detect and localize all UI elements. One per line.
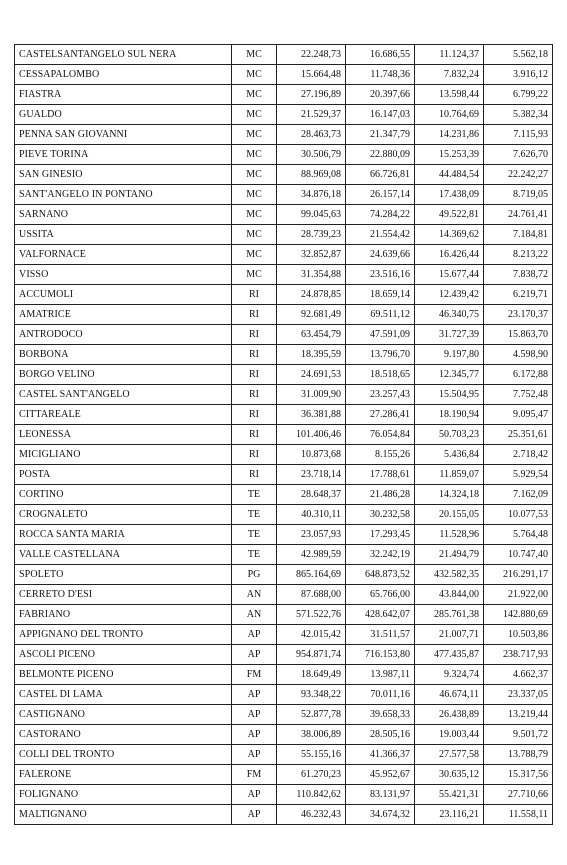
- amount-col-3-cell: 19.003,44: [415, 725, 484, 745]
- province-code-cell: AP: [232, 705, 277, 725]
- amount-col-4-cell: 3.916,12: [484, 65, 553, 85]
- province-code-cell: RI: [232, 385, 277, 405]
- amount-col-3-cell: 14.369,62: [415, 225, 484, 245]
- province-code-cell: RI: [232, 345, 277, 365]
- province-code-cell: RI: [232, 285, 277, 305]
- amount-col-4-cell: 4.598,90: [484, 345, 553, 365]
- municipality-name-cell: GUALDO: [15, 105, 232, 125]
- amount-col-3-cell: 43.844,00: [415, 585, 484, 605]
- municipality-name-cell: SAN GINESIO: [15, 165, 232, 185]
- amount-col-2-cell: 22.880,09: [346, 145, 415, 165]
- table-row: [15, 225, 553, 245]
- amount-col-2-cell: 30.232,58: [346, 505, 415, 525]
- amount-col-1-cell: 63.454,79: [277, 325, 346, 345]
- amount-col-4-cell: 8.719,05: [484, 185, 553, 205]
- amount-col-1-cell: 52.877,78: [277, 705, 346, 725]
- amount-col-4-cell: 2.718,42: [484, 445, 553, 465]
- amount-col-2-cell: 13.796,70: [346, 345, 415, 365]
- municipality-name-cell: COLLI DEL TRONTO: [15, 745, 232, 765]
- amount-col-2-cell: 74.284,22: [346, 205, 415, 225]
- amount-col-1-cell: 55.155,16: [277, 745, 346, 765]
- province-code-cell: RI: [232, 465, 277, 485]
- amount-col-3-cell: 21.007,71: [415, 625, 484, 645]
- amount-col-3-cell: 13.598,44: [415, 85, 484, 105]
- municipality-name-cell: CORTINO: [15, 485, 232, 505]
- amount-col-3-cell: 20.155,05: [415, 505, 484, 525]
- amount-col-4-cell: 238.717,93: [484, 645, 553, 665]
- amount-col-2-cell: 76.054,84: [346, 425, 415, 445]
- table-row: [15, 545, 553, 565]
- amount-col-2-cell: 24.639,66: [346, 245, 415, 265]
- municipality-name-cell: BELMONTE PICENO: [15, 665, 232, 685]
- amount-col-1-cell: 36.381,88: [277, 405, 346, 425]
- amount-col-2-cell: 8.155,26: [346, 445, 415, 465]
- municipality-name-cell: VISSO: [15, 265, 232, 285]
- amount-col-3-cell: 55.421,31: [415, 785, 484, 805]
- amount-col-1-cell: 31.009,90: [277, 385, 346, 405]
- province-code-cell: MC: [232, 45, 277, 65]
- table-body: [15, 45, 553, 825]
- municipality-name-cell: CROGNALETO: [15, 505, 232, 525]
- table-row: [15, 45, 553, 65]
- province-code-cell: MC: [232, 205, 277, 225]
- amount-col-3-cell: 7.832,24: [415, 65, 484, 85]
- amount-col-1-cell: 92.681,49: [277, 305, 346, 325]
- municipality-name-cell: PIEVE TORINA: [15, 145, 232, 165]
- municipality-name-cell: CASTEL DI LAMA: [15, 685, 232, 705]
- amount-col-2-cell: 34.674,32: [346, 805, 415, 825]
- amount-col-4-cell: 10.747,40: [484, 545, 553, 565]
- amount-col-4-cell: 5.382,34: [484, 105, 553, 125]
- amount-col-2-cell: 11.748,36: [346, 65, 415, 85]
- amount-col-1-cell: 15.664,48: [277, 65, 346, 85]
- table-row: [15, 625, 553, 645]
- amount-col-2-cell: 21.554,42: [346, 225, 415, 245]
- amount-col-4-cell: 216.291,17: [484, 565, 553, 585]
- municipality-name-cell: MICIGLIANO: [15, 445, 232, 465]
- table-row: [15, 125, 553, 145]
- table-row: [15, 65, 553, 85]
- amount-col-1-cell: 954.871,74: [277, 645, 346, 665]
- amount-col-2-cell: 41.366,37: [346, 745, 415, 765]
- table-row: [15, 465, 553, 485]
- amount-col-4-cell: 22.242,27: [484, 165, 553, 185]
- province-code-cell: AP: [232, 645, 277, 665]
- province-code-cell: AN: [232, 605, 277, 625]
- amount-col-3-cell: 31.727,39: [415, 325, 484, 345]
- amount-col-2-cell: 23.257,43: [346, 385, 415, 405]
- amount-col-2-cell: 18.659,14: [346, 285, 415, 305]
- province-code-cell: MC: [232, 145, 277, 165]
- table-row: [15, 365, 553, 385]
- province-code-cell: MC: [232, 105, 277, 125]
- province-code-cell: MC: [232, 265, 277, 285]
- amount-col-4-cell: 9.095,47: [484, 405, 553, 425]
- amount-col-3-cell: 432.582,35: [415, 565, 484, 585]
- amount-col-3-cell: 26.438,89: [415, 705, 484, 725]
- amount-col-2-cell: 45.952,67: [346, 765, 415, 785]
- province-code-cell: AP: [232, 625, 277, 645]
- amount-col-1-cell: 31.354,88: [277, 265, 346, 285]
- table-row: [15, 205, 553, 225]
- province-code-cell: AP: [232, 725, 277, 745]
- amount-col-2-cell: 39.658,33: [346, 705, 415, 725]
- amount-col-2-cell: 47.591,09: [346, 325, 415, 345]
- amount-col-2-cell: 21.486,28: [346, 485, 415, 505]
- amount-col-1-cell: 27.196,89: [277, 85, 346, 105]
- amount-col-3-cell: 49.522,81: [415, 205, 484, 225]
- municipality-name-cell: ASCOLI PICENO: [15, 645, 232, 665]
- amount-col-4-cell: 23.170,37: [484, 305, 553, 325]
- amount-col-1-cell: 28.463,73: [277, 125, 346, 145]
- province-code-cell: FM: [232, 765, 277, 785]
- municipality-name-cell: CITTAREALE: [15, 405, 232, 425]
- amount-col-2-cell: 13.987,11: [346, 665, 415, 685]
- province-code-cell: MC: [232, 245, 277, 265]
- municipality-name-cell: FOLIGNANO: [15, 785, 232, 805]
- municipality-name-cell: ANTRODOCO: [15, 325, 232, 345]
- table-row: [15, 525, 553, 545]
- table-row: [15, 325, 553, 345]
- amount-col-3-cell: 10.764,69: [415, 105, 484, 125]
- amount-col-3-cell: 15.677,44: [415, 265, 484, 285]
- municipality-name-cell: FALERONE: [15, 765, 232, 785]
- amount-col-1-cell: 93.348,22: [277, 685, 346, 705]
- amount-col-4-cell: 15.317,56: [484, 765, 553, 785]
- municipality-name-cell: SPOLETO: [15, 565, 232, 585]
- amount-col-3-cell: 14.324,18: [415, 485, 484, 505]
- amount-col-4-cell: 10.077,53: [484, 505, 553, 525]
- province-code-cell: MC: [232, 185, 277, 205]
- municipality-name-cell: ACCUMOLI: [15, 285, 232, 305]
- province-code-cell: TE: [232, 525, 277, 545]
- amount-col-2-cell: 21.347,79: [346, 125, 415, 145]
- amount-col-4-cell: 6.172,88: [484, 365, 553, 385]
- amount-col-2-cell: 16.686,55: [346, 45, 415, 65]
- amount-col-4-cell: 5.929,54: [484, 465, 553, 485]
- amount-col-4-cell: 25.351,61: [484, 425, 553, 445]
- table-row: [15, 245, 553, 265]
- table-row: [15, 685, 553, 705]
- amount-col-4-cell: 13.788,79: [484, 745, 553, 765]
- municipality-name-cell: CERRETO D'ESI: [15, 585, 232, 605]
- municipality-name-cell: CASTELSANTANGELO SUL NERA: [15, 45, 232, 65]
- amount-col-1-cell: 10.873,68: [277, 445, 346, 465]
- table-row: [15, 665, 553, 685]
- amount-col-2-cell: 20.397,66: [346, 85, 415, 105]
- amount-col-4-cell: 7.162,09: [484, 485, 553, 505]
- province-code-cell: RI: [232, 405, 277, 425]
- table-row: [15, 565, 553, 585]
- amount-col-1-cell: 30.506,79: [277, 145, 346, 165]
- amount-col-3-cell: 12.439,42: [415, 285, 484, 305]
- amount-col-4-cell: 4.662,37: [484, 665, 553, 685]
- province-code-cell: AP: [232, 785, 277, 805]
- amount-col-2-cell: 648.873,52: [346, 565, 415, 585]
- amount-col-1-cell: 32.852,87: [277, 245, 346, 265]
- province-code-cell: MC: [232, 85, 277, 105]
- amount-col-4-cell: 15.863,70: [484, 325, 553, 345]
- table-row: [15, 705, 553, 725]
- table-row: [15, 145, 553, 165]
- municipality-name-cell: BORBONA: [15, 345, 232, 365]
- amount-col-2-cell: 69.511,12: [346, 305, 415, 325]
- municipality-name-cell: FABRIANO: [15, 605, 232, 625]
- amount-col-3-cell: 15.504,95: [415, 385, 484, 405]
- table-row: [15, 185, 553, 205]
- amount-col-2-cell: 70.011,16: [346, 685, 415, 705]
- amount-col-2-cell: 18.518,65: [346, 365, 415, 385]
- amount-col-2-cell: 31.511,57: [346, 625, 415, 645]
- amount-col-1-cell: 110.842,62: [277, 785, 346, 805]
- amount-col-2-cell: 23.516,16: [346, 265, 415, 285]
- amount-col-2-cell: 27.286,41: [346, 405, 415, 425]
- amount-col-2-cell: 716.153,80: [346, 645, 415, 665]
- amount-col-3-cell: 46.674,11: [415, 685, 484, 705]
- amount-col-3-cell: 15.253,39: [415, 145, 484, 165]
- amount-col-3-cell: 44.484,54: [415, 165, 484, 185]
- amount-col-3-cell: 5.436,84: [415, 445, 484, 465]
- municipality-name-cell: CESSAPALOMBO: [15, 65, 232, 85]
- table-row: [15, 305, 553, 325]
- amount-col-3-cell: 23.116,21: [415, 805, 484, 825]
- amount-col-3-cell: 477.435,87: [415, 645, 484, 665]
- amount-col-1-cell: 28.648,37: [277, 485, 346, 505]
- amount-col-1-cell: 18.395,59: [277, 345, 346, 365]
- amount-col-3-cell: 14.231,86: [415, 125, 484, 145]
- amount-col-4-cell: 7.184,81: [484, 225, 553, 245]
- table-row: [15, 605, 553, 625]
- amount-col-4-cell: 23.337,05: [484, 685, 553, 705]
- municipality-name-cell: ROCCA SANTA MARIA: [15, 525, 232, 545]
- amount-col-1-cell: 34.876,18: [277, 185, 346, 205]
- amount-col-1-cell: 42.989,59: [277, 545, 346, 565]
- amount-col-1-cell: 18.649,49: [277, 665, 346, 685]
- table-row: [15, 785, 553, 805]
- municipality-name-cell: VALFORNACE: [15, 245, 232, 265]
- municipality-name-cell: PENNA SAN GIOVANNI: [15, 125, 232, 145]
- amount-col-1-cell: 87.688,00: [277, 585, 346, 605]
- amount-col-1-cell: 24.691,53: [277, 365, 346, 385]
- province-code-cell: MC: [232, 65, 277, 85]
- municipality-name-cell: POSTA: [15, 465, 232, 485]
- amount-col-4-cell: 24.761,41: [484, 205, 553, 225]
- municipality-name-cell: AMATRICE: [15, 305, 232, 325]
- amount-col-3-cell: 9.324,74: [415, 665, 484, 685]
- province-code-cell: TE: [232, 545, 277, 565]
- amount-col-4-cell: 7.752,48: [484, 385, 553, 405]
- amount-col-2-cell: 28.505,16: [346, 725, 415, 745]
- amount-col-1-cell: 865.164,69: [277, 565, 346, 585]
- amount-col-1-cell: 99.045,63: [277, 205, 346, 225]
- amount-col-1-cell: 22.248,73: [277, 45, 346, 65]
- municipality-name-cell: APPIGNANO DEL TRONTO: [15, 625, 232, 645]
- amount-col-1-cell: 46.232,43: [277, 805, 346, 825]
- table-row: [15, 165, 553, 185]
- amount-col-4-cell: 6.799,22: [484, 85, 553, 105]
- table-row: [15, 425, 553, 445]
- municipality-name-cell: MALTIGNANO: [15, 805, 232, 825]
- amount-col-1-cell: 28.739,23: [277, 225, 346, 245]
- table-row: [15, 85, 553, 105]
- amount-col-4-cell: 21.922,00: [484, 585, 553, 605]
- amount-col-1-cell: 38.006,89: [277, 725, 346, 745]
- table-row: [15, 765, 553, 785]
- province-code-cell: RI: [232, 365, 277, 385]
- amount-col-1-cell: 23.057,93: [277, 525, 346, 545]
- amount-col-4-cell: 9.501,72: [484, 725, 553, 745]
- province-code-cell: MC: [232, 125, 277, 145]
- table-row: [15, 265, 553, 285]
- amount-col-1-cell: 21.529,37: [277, 105, 346, 125]
- amount-col-4-cell: 7.838,72: [484, 265, 553, 285]
- amount-col-3-cell: 11.859,07: [415, 465, 484, 485]
- municipality-name-cell: CASTEL SANT'ANGELO: [15, 385, 232, 405]
- amount-col-3-cell: 18.190,94: [415, 405, 484, 425]
- amount-col-3-cell: 11.124,37: [415, 45, 484, 65]
- province-code-cell: AN: [232, 585, 277, 605]
- amount-col-2-cell: 16.147,03: [346, 105, 415, 125]
- municipality-name-cell: SANT'ANGELO IN PONTANO: [15, 185, 232, 205]
- province-code-cell: TE: [232, 505, 277, 525]
- municipality-name-cell: SARNANO: [15, 205, 232, 225]
- amount-col-3-cell: 27.577,58: [415, 745, 484, 765]
- amount-col-1-cell: 61.270,23: [277, 765, 346, 785]
- province-code-cell: MC: [232, 165, 277, 185]
- amount-col-2-cell: 428.642,07: [346, 605, 415, 625]
- amount-col-3-cell: 16.426,44: [415, 245, 484, 265]
- amount-col-4-cell: 10.503,86: [484, 625, 553, 645]
- municipality-name-cell: BORGO VELINO: [15, 365, 232, 385]
- amount-col-3-cell: 30.635,12: [415, 765, 484, 785]
- amount-col-1-cell: 40.310,11: [277, 505, 346, 525]
- amount-col-3-cell: 9.197,80: [415, 345, 484, 365]
- amount-col-3-cell: 285.761,38: [415, 605, 484, 625]
- amount-col-4-cell: 5.562,18: [484, 45, 553, 65]
- municipality-name-cell: LEONESSA: [15, 425, 232, 445]
- municipality-name-cell: USSITA: [15, 225, 232, 245]
- amount-col-4-cell: 11.558,11: [484, 805, 553, 825]
- amount-col-2-cell: 83.131,97: [346, 785, 415, 805]
- municipality-name-cell: FIASTRA: [15, 85, 232, 105]
- province-code-cell: AP: [232, 745, 277, 765]
- amount-col-4-cell: 8.213,22: [484, 245, 553, 265]
- amount-col-2-cell: 32.242,19: [346, 545, 415, 565]
- table-row: [15, 445, 553, 465]
- amount-col-2-cell: 26.157,14: [346, 185, 415, 205]
- province-code-cell: AP: [232, 805, 277, 825]
- municipality-name-cell: CASTORANO: [15, 725, 232, 745]
- province-code-cell: RI: [232, 445, 277, 465]
- table-row: [15, 725, 553, 745]
- table-row: [15, 805, 553, 825]
- amount-col-2-cell: 17.293,45: [346, 525, 415, 545]
- amount-col-1-cell: 23.718,14: [277, 465, 346, 485]
- amount-col-4-cell: 27.710,66: [484, 785, 553, 805]
- table-row: [15, 645, 553, 665]
- amount-col-1-cell: 88.969,08: [277, 165, 346, 185]
- province-code-cell: FM: [232, 665, 277, 685]
- amount-col-3-cell: 11.528,96: [415, 525, 484, 545]
- province-code-cell: PG: [232, 565, 277, 585]
- amount-col-1-cell: 24.878,85: [277, 285, 346, 305]
- amount-col-1-cell: 101.406,46: [277, 425, 346, 445]
- amount-col-4-cell: 13.219,44: [484, 705, 553, 725]
- amount-col-3-cell: 50.703,23: [415, 425, 484, 445]
- province-code-cell: RI: [232, 325, 277, 345]
- table-row: [15, 285, 553, 305]
- province-code-cell: MC: [232, 225, 277, 245]
- province-code-cell: AP: [232, 685, 277, 705]
- table-row: [15, 505, 553, 525]
- amount-col-4-cell: 5.764,48: [484, 525, 553, 545]
- amount-col-2-cell: 17.788,61: [346, 465, 415, 485]
- table-row: [15, 405, 553, 425]
- table-row: [15, 485, 553, 505]
- amount-col-3-cell: 17.438,09: [415, 185, 484, 205]
- amount-col-4-cell: 7.115,93: [484, 125, 553, 145]
- amount-col-3-cell: 12.345,77: [415, 365, 484, 385]
- municipality-name-cell: VALLE CASTELLANA: [15, 545, 232, 565]
- municipality-allocation-table: [14, 44, 553, 825]
- amount-col-4-cell: 7.626,70: [484, 145, 553, 165]
- table-row: [15, 385, 553, 405]
- amount-col-3-cell: 21.494,79: [415, 545, 484, 565]
- amount-col-3-cell: 46.340,75: [415, 305, 484, 325]
- amount-col-4-cell: 6.219,71: [484, 285, 553, 305]
- province-code-cell: RI: [232, 425, 277, 445]
- amount-col-1-cell: 571.522,76: [277, 605, 346, 625]
- province-code-cell: TE: [232, 485, 277, 505]
- table-row: [15, 345, 553, 365]
- amount-col-4-cell: 142.880,69: [484, 605, 553, 625]
- province-code-cell: RI: [232, 305, 277, 325]
- amount-col-2-cell: 66.726,81: [346, 165, 415, 185]
- municipality-name-cell: CASTIGNANO: [15, 705, 232, 725]
- amount-col-2-cell: 65.766,00: [346, 585, 415, 605]
- table-row: [15, 745, 553, 765]
- table-row: [15, 105, 553, 125]
- amount-col-1-cell: 42.015,42: [277, 625, 346, 645]
- table-row: [15, 585, 553, 605]
